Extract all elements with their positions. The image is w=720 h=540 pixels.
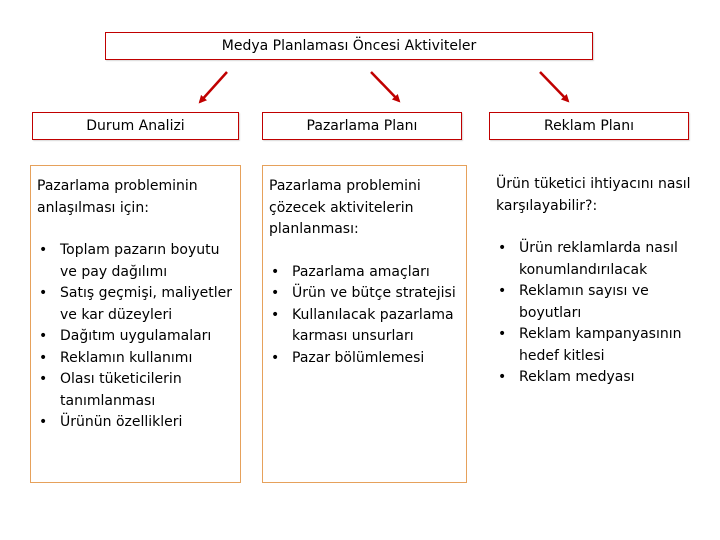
content-durum-analizi — [30, 165, 241, 483]
heading-durum-analizi-text: Durum Analizi — [86, 118, 185, 134]
list-durum-analizi — [37, 240, 234, 434]
list-item: • Reklam medyası — [496, 367, 694, 389]
list-pazarlama-plani — [269, 262, 460, 370]
intro-durum-analizi: Pazarlama probleminin anlaşılması için: — [37, 178, 198, 216]
arrow-to-pazarlama-plani — [371, 72, 399, 101]
list-item: • Pazarlama amaçları — [269, 262, 460, 284]
arrow-to-reklam-plani — [540, 72, 568, 101]
list-item: • Ürün reklamlarda nasıl konumlandırılacak — [496, 238, 694, 281]
list-item: • Pazar bölümlemesi — [269, 348, 460, 370]
intro-reklam-plani: Ürün tüketici ihtiyacını nasıl karşılayabilir?: — [496, 176, 691, 214]
intro-pazarlama-plani: Pazarlama problemini çözecek aktivitelerin planlanması: — [269, 178, 421, 237]
list-item: • Reklamın kullanımı — [37, 348, 234, 370]
content-reklam-plani — [490, 164, 700, 404]
heading-durum-analizi — [32, 112, 239, 140]
heading-reklam-plani-text: Reklam Planı — [543, 118, 635, 134]
list-item: • Kullanılacak pazarlama karması unsurları — [269, 305, 460, 348]
heading-pazarlama-plani-text: Pazarlama Planı — [306, 118, 418, 134]
list-item: • Ürünün özellikleri — [37, 412, 234, 434]
diagram-title-text: Medya Planlaması Öncesi Aktiviteler — [221, 38, 477, 54]
list-item: • Toplam pazarın boyutu ve pay dağılımı — [37, 240, 234, 283]
list-item: • Satış geçmişi, maliyetler ve kar düzeyleri — [37, 283, 234, 326]
list-item: • Olası tüketicilerin tanımlanması — [37, 369, 234, 412]
heading-reklam-plani — [489, 112, 689, 140]
diagram-title — [105, 32, 593, 60]
arrow-to-durum-analizi — [200, 72, 227, 102]
list-item: • Ürün ve bütçe stratejisi — [269, 283, 460, 305]
list-item: • Reklamın sayısı ve boyutları — [496, 281, 694, 324]
list-reklam-plani — [496, 238, 694, 389]
content-pazarlama-plani — [262, 165, 467, 483]
list-item: • Dağıtım uygulamaları — [37, 326, 234, 348]
heading-pazarlama-plani — [262, 112, 462, 140]
list-item: • Reklam kampanyasının hedef kitlesi — [496, 324, 694, 367]
